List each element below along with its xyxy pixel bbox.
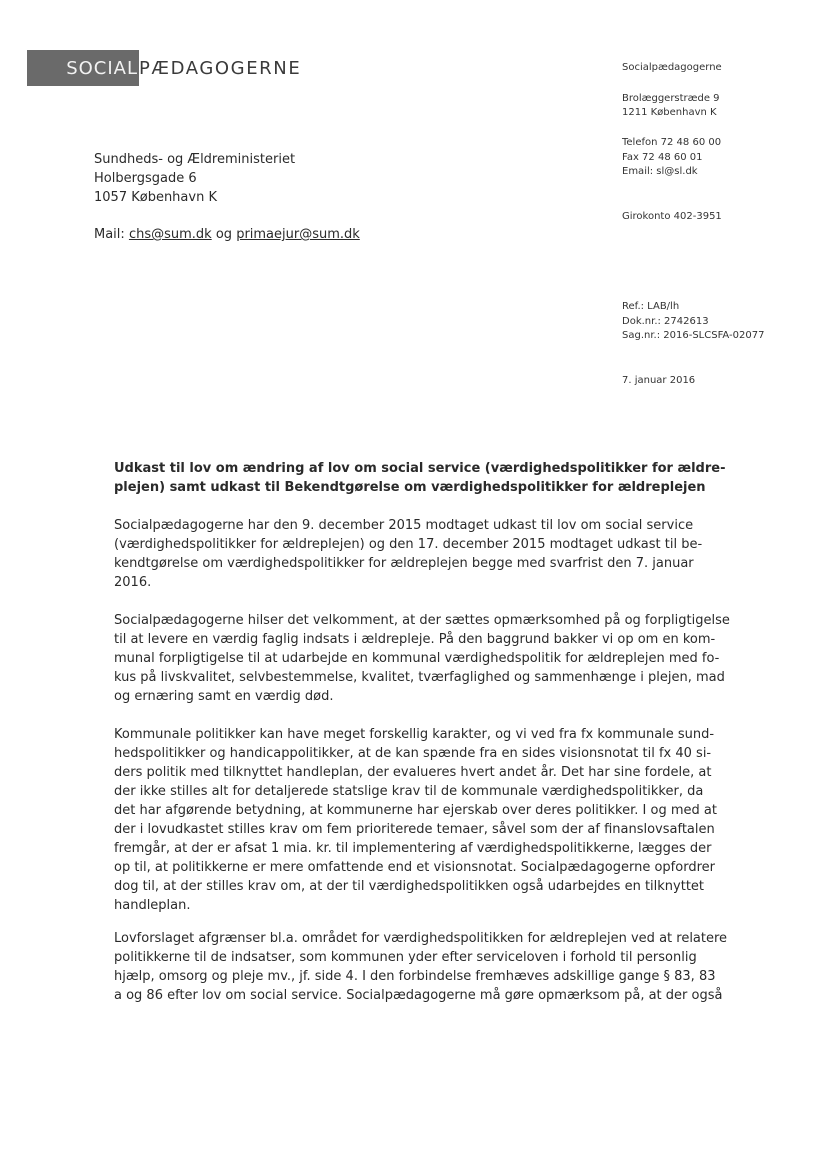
text-line: Kommunale politikker kan have meget forskellig karakter, og vi ved fra fx kommunale sund-: [114, 727, 715, 742]
text-line: munal forpligtigelse til at udarbejde en kommunal værdighedspolitik for ældreplejen med fo-: [114, 651, 720, 666]
text-line: Lovforslaget afgrænser bl.a. området for værdighedspolitikken for ældreplejen ved at relatere: [114, 931, 728, 946]
text-line: til at levere en værdig faglig indsats i ældrepleje. På den baggrund bakker vi op om en kom-: [114, 632, 716, 647]
text-line: og ernæring samt en værdig død.: [114, 689, 334, 704]
logo-rest-text: PÆDAGOGERNE: [139, 57, 302, 79]
text-line: a og 86 efter lov om social service. Socialpædagogerne må gøre opmærksom på, at der også: [114, 988, 723, 1003]
paragraph-2: [114, 611, 734, 706]
sender-address-line2: 1211 København K: [622, 107, 717, 118]
logo-box: [27, 50, 139, 86]
logo-boxed-text: SOCIAL: [66, 57, 138, 79]
sender-phone: Telefon 72 48 60 00: [622, 137, 722, 148]
text-line: op til, at politikkerne er mere omfattende end et visionsnotat. Socialpædagogerne opfordrer: [114, 860, 715, 875]
text-line: (værdighedspolitikker for ældreplejen) og den 17. december 2015 modtaget udkast til be-: [114, 537, 703, 552]
mail-label: Mail:: [94, 227, 125, 242]
sender-giro: Girokonto 402-3951: [622, 211, 722, 222]
subject-line: Udkast til lov om ændring af lov om social service (værdighedspolitikker for ældre-: [114, 461, 726, 476]
reference: Ref.: LAB/lh: [622, 301, 680, 312]
recipient-address: [94, 150, 295, 207]
letter-date: 7. januar 2016: [622, 375, 696, 386]
text-line: Socialpædagogerne hilser det velkomment, at der sættes opmærksomhed på og forpligtigelse: [114, 613, 730, 628]
recipient-city: 1057 København K: [94, 190, 217, 205]
mail-joiner: og: [215, 227, 233, 242]
paragraph-4: [114, 929, 734, 1005]
text-line: kendtgørelse om værdighedspolitikker for ældreplejen begge med svarfrist den 7. januar: [114, 556, 694, 571]
document-number: Dok.nr.: 2742613: [622, 316, 709, 327]
text-line: dog til, at der stilles krav om, at der til værdighedspolitikken også udarbejdes en tilknyttet: [114, 879, 705, 894]
text-line: 2016.: [114, 575, 152, 590]
letter-subject: [114, 459, 734, 497]
text-line: handleplan.: [114, 898, 191, 913]
text-line: der ikke stilles alt for detaljerede statslige krav til de kommunale værdighedspolitikker, da: [114, 784, 704, 799]
text-line: Socialpædagogerne har den 9. december 2015 modtaget udkast til lov om social service: [114, 518, 694, 533]
sender-address-line1: Brolæggerstræde 9: [622, 93, 720, 104]
recipient-mail-line: [94, 227, 360, 242]
paragraph-3: [114, 725, 734, 915]
text-line: ders politik med tilknyttet handleplan, der evalueres hvert andet år. Det har sine fordele, at: [114, 765, 712, 780]
text-line: det har afgørende betydning, at kommunerne har ejerskab over deres politikker. I og med at: [114, 803, 717, 818]
recipient-name: Sundheds- og Ældreministeriet: [94, 152, 296, 167]
sender-name: Socialpædagogerne: [622, 62, 722, 73]
mail-link-chs[interactable]: chs@sum.dk: [128, 227, 212, 242]
text-line: fremgår, at der er afsat 1 mia. kr. til implementering af værdighedspolitikkerne, lægges der: [114, 841, 712, 856]
case-number: Sag.nr.: 2016-SLCSFA-02077: [622, 330, 765, 341]
text-line: politikkerne til de indsatser, som kommunen yder efter serviceloven i forhold til personlig: [114, 950, 697, 965]
text-line: kus på livskvalitet, selvbestemmelse, kvalitet, tværfaglighed og sammenhænge i plejen, mad: [114, 670, 725, 685]
recipient-street: Holbergsgade 6: [94, 171, 197, 186]
sender-fax: Fax 72 48 60 01: [622, 152, 703, 163]
mail-link-primaejur[interactable]: primaejur@sum.dk: [236, 227, 360, 242]
paragraph-1: [114, 516, 734, 592]
text-line: der i lovudkastet stilles krav om fem prioriterede temaer, såvel som der af finanslovsaftalen: [114, 822, 715, 837]
subject-line: plejen) samt udkast til Bekendtgørelse om værdighedspolitikker for ældreplejen: [114, 480, 706, 495]
text-line: hedspolitikker og handicappolitikker, at de kan spænde fra en sides visionsnotat til fx 40 si-: [114, 746, 712, 761]
organization-logo: [27, 50, 301, 86]
sender-email: Email: sl@sl.dk: [622, 166, 698, 177]
text-line: hjælp, omsorg og pleje mv., jf. side 4. I den forbindelse fremhæves adskillige gange § 83, 83: [114, 969, 716, 984]
